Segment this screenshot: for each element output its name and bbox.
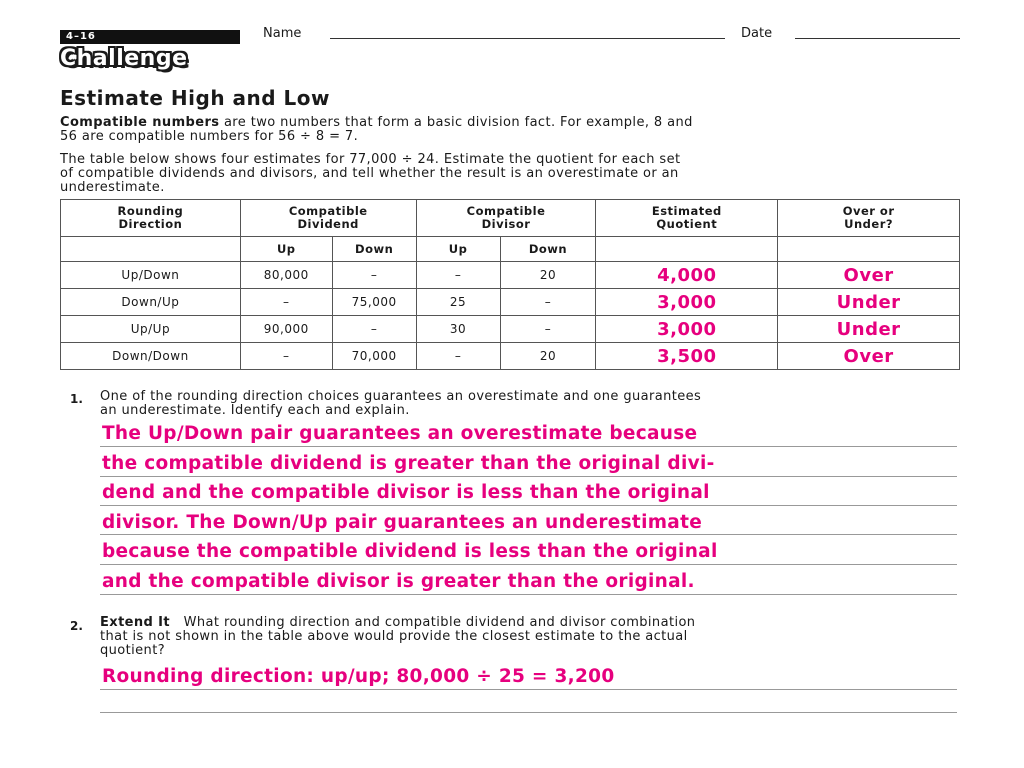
table-description [60,153,950,195]
subheader-divisor-down: Down [500,237,596,262]
extend-it-label: Extend It [100,615,171,630]
table-subheader-row [61,237,960,262]
cell-quotient-answer: 3,000 [596,289,778,316]
cell-divisor-down: 20 [500,262,596,289]
question-2-text [100,616,950,658]
table-row [61,262,960,289]
date-field[interactable] [795,38,960,39]
definition-text-line2: 56 are compatible numbers for 56 ÷ 8 = 7. [60,129,359,144]
challenge-badge: Challenge [60,46,188,71]
cell-dividend-up: 80,000 [240,262,332,289]
cell-direction: Up/Up [61,316,241,343]
question-1-text-line: One of the rounding direction choices guarantees an overestimate and one guarantees [100,389,702,404]
header-rounding-direction: Rounding Direction [61,200,241,237]
subheader-blank [778,237,960,262]
header-compatible-divisor: Compatible Divisor [416,200,596,237]
question-1-answer-line: divisor. The Down/Up pair guarantees an underestimate [102,512,703,533]
cell-quotient-answer: 3,000 [596,316,778,343]
estimates-table [60,199,960,370]
cell-divisor-up: – [416,343,500,370]
question-1-answer-line: and the compatible divisor is greater than the original. [102,571,695,592]
question-2-text-line: that is not shown in the table above would provide the closest estimate to the actual [100,629,688,644]
question-1-answer-line: dend and the compatible divisor is less than the original [102,482,710,503]
question-2-text-line: What rounding direction and compatible dividend and divisor combination [183,615,696,630]
answer-line [100,446,957,447]
definition-text: are two numbers that form a basic division fact. For example, 8 and [219,115,693,130]
cell-dividend-up: – [240,343,332,370]
cell-dividend-down: 75,000 [332,289,416,316]
cell-divisor-up: 30 [416,316,500,343]
date-label: Date [741,26,773,41]
question-2-text-line: quotient? [100,643,165,658]
cell-divisor-up: 25 [416,289,500,316]
cell-dividend-up: – [240,289,332,316]
table-row [61,343,960,370]
question-1-text [100,390,950,418]
table-header-row [61,200,960,237]
header-estimated-quotient: Estimated Quotient [596,200,778,237]
subheader-dividend-down: Down [332,237,416,262]
cell-over-under-answer: Over [778,262,960,289]
cell-dividend-down: 70,000 [332,343,416,370]
cell-dividend-up: 90,000 [240,316,332,343]
name-field[interactable] [330,38,725,39]
cell-divisor-down: 20 [500,343,596,370]
cell-over-under-answer: Under [778,316,960,343]
header-compatible-dividend: Compatible Dividend [240,200,416,237]
cell-dividend-down: – [332,262,416,289]
lesson-number: 4–16 [60,30,240,44]
question-1-text-line: an underestimate. Identify each and explain. [100,403,410,418]
question-1-answer-line: because the compatible dividend is less than the original [102,541,718,562]
question-2-answer: Rounding direction: up/up; 80,000 ÷ 25 = 3,200 [102,666,615,687]
cell-direction: Down/Down [61,343,241,370]
subheader-blank [61,237,241,262]
question-2-number: 2. [70,619,83,633]
answer-line [100,534,957,535]
answer-line [100,564,957,565]
answer-line [100,689,957,690]
cell-quotient-answer: 3,500 [596,343,778,370]
table-description-line: underestimate. [60,180,165,195]
cell-over-under-answer: Under [778,289,960,316]
table-row [61,289,960,316]
cell-direction: Down/Up [61,289,241,316]
cell-direction: Up/Down [61,262,241,289]
table-description-line: of compatible dividends and divisors, and tell whether the result is an overestimate or an [60,166,679,181]
answer-line [100,712,957,713]
cell-dividend-down: – [332,316,416,343]
subheader-blank [596,237,778,262]
question-1-answer-line: the compatible dividend is greater than the original divi- [102,453,715,474]
question-1-number: 1. [70,392,83,406]
table-row [61,316,960,343]
header-over-or-under: Over or Under? [778,200,960,237]
subheader-dividend-up: Up [240,237,332,262]
table-description-line: The table below shows four estimates for 77,000 ÷ 24. Estimate the quotient for each set [60,152,681,167]
cell-divisor-up: – [416,262,500,289]
cell-divisor-down: – [500,316,596,343]
name-label: Name [263,26,302,41]
definition-paragraph [60,116,950,144]
cell-quotient-answer: 4,000 [596,262,778,289]
cell-over-under-answer: Over [778,343,960,370]
answer-line [100,505,957,506]
answer-line [100,594,957,595]
cell-divisor-down: – [500,289,596,316]
answer-line [100,476,957,477]
subheader-divisor-up: Up [416,237,500,262]
page-title: Estimate High and Low [60,86,330,110]
definition-term: Compatible numbers [60,115,220,130]
question-1-answer-line: The Up/Down pair guarantees an overestimate because [102,423,698,444]
